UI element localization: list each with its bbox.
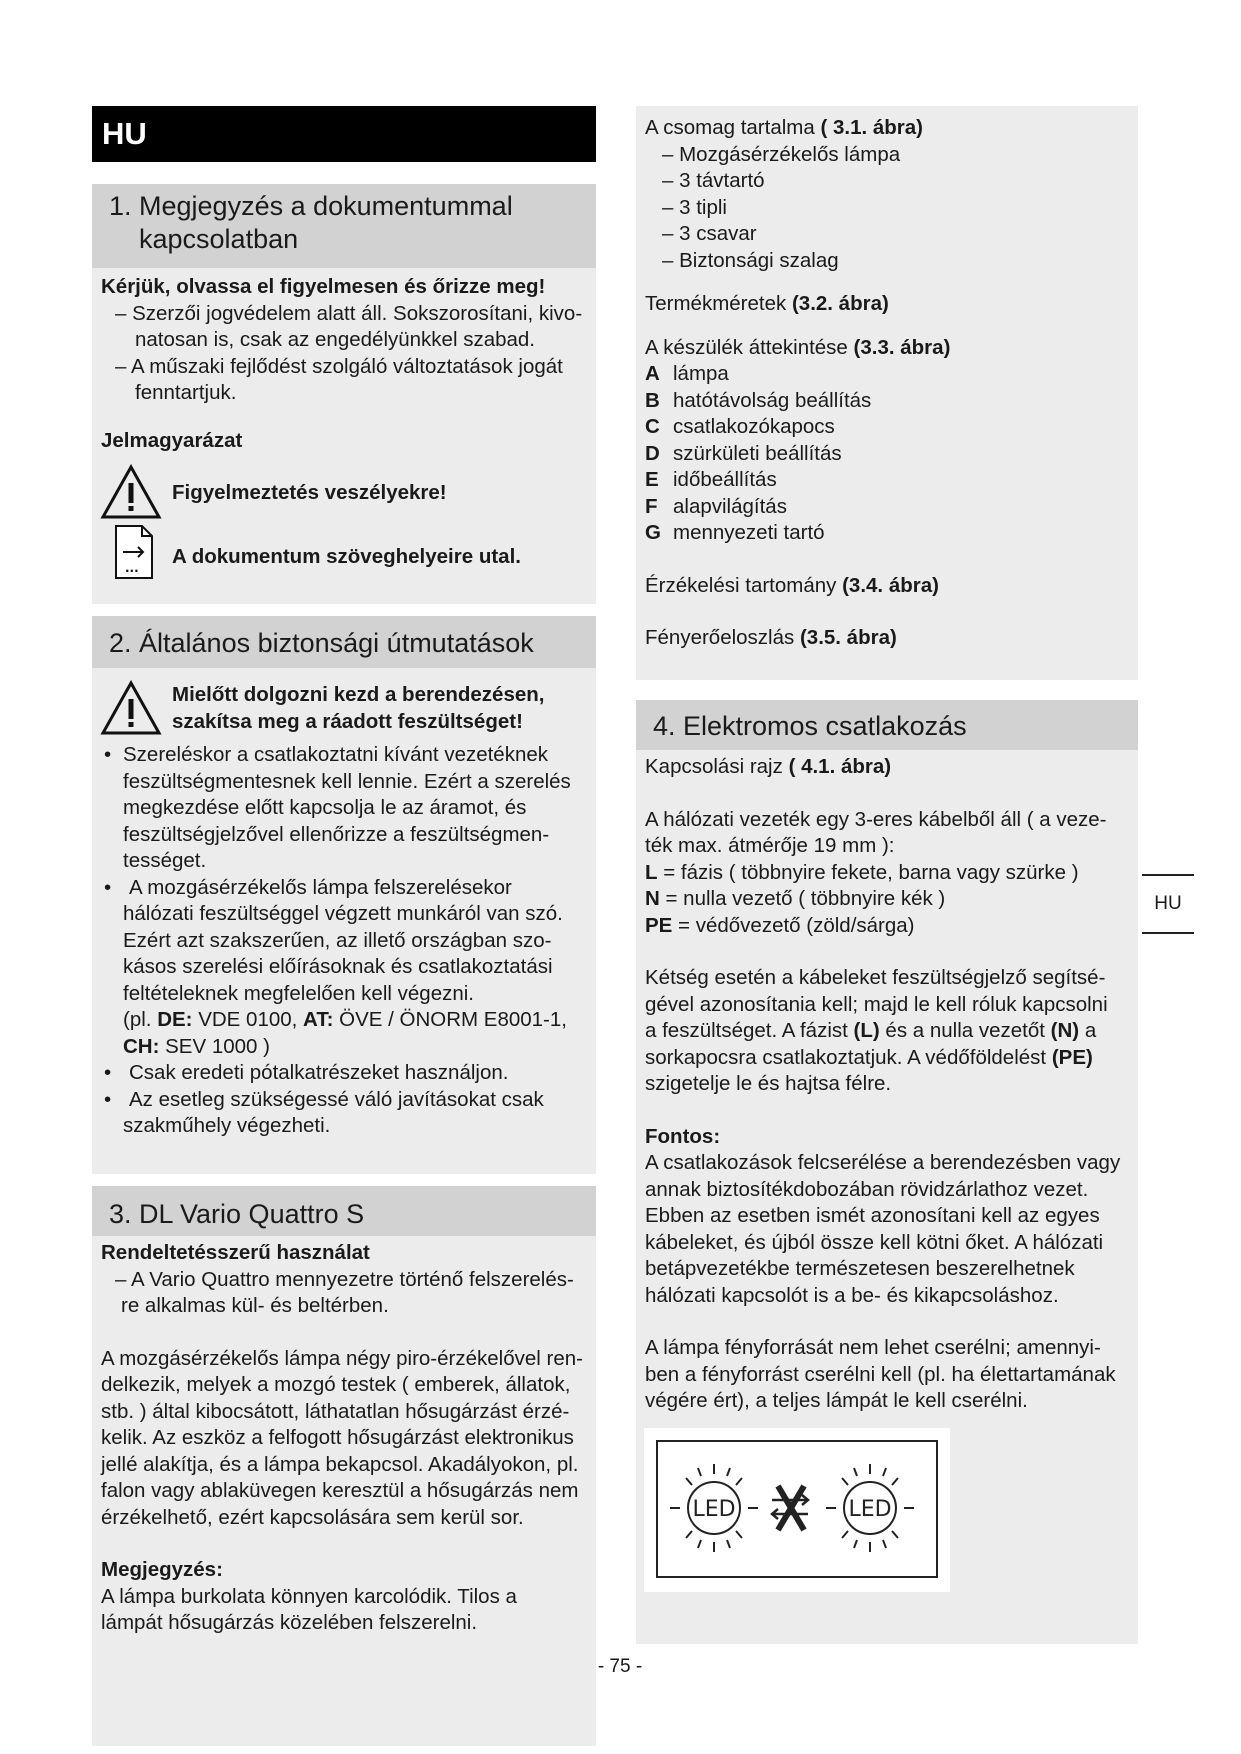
overview-line: A készülék áttekintése (3.3. ábra) xyxy=(645,335,951,359)
warning-triangle-icon xyxy=(100,464,162,525)
warning-triangle-icon xyxy=(100,680,162,741)
section-3 xyxy=(92,1186,596,1746)
safety-list xyxy=(101,742,592,1140)
intended-use-heading: Rendeltetésszerű használat xyxy=(101,1241,370,1264)
standards-line-ch: CH: SEV 1000 ) xyxy=(123,1034,270,1058)
document-reference-icon xyxy=(114,524,154,585)
wiring-line: Kapcsolási rajz ( 4.1. ábra) xyxy=(645,755,892,778)
section-2-title: 2. Általános biztonsági útmutatások xyxy=(92,616,596,668)
standards-line: (pl. DE: VDE 0100, AT: ÖVE / ÖNORM E8001-1, xyxy=(123,1008,567,1031)
read-heading: Kérjük, olvassa el figyelmesen és őrizze meg! xyxy=(101,275,546,298)
important-paragraph: A csatlakozások felcserélése a berendezésben vagy annak biztosítékdobozában rövidzárlathoz vezet. Ebben az esetben ismét azonosítani kell az egyes kábeleket, és újból össze kell kötni őket. A hálózati betápvezetékbe természetesen beszerelhetnek hálózati kapcsolót is a be- és kikapcsoláshoz. xyxy=(645,1151,1121,1307)
legend-reference-text: A dokumentum szöveghelyeire utal. xyxy=(172,545,521,568)
product-description: A mozgásérzékelős lámpa négy piro-érzékelővel ren- delkezik, melyek a mozgó testek ( emberek, állatok, stb. ) által kibocsátott, láthatatlan hősugárzást érzé- kelik. Az eszköz a felfogott hősugárzást elektronikus jellé alakítja, és a lámpa bekapcsol. Akadályokon, pl. falon vagy ablaküvegen keresztül a hősugárzás nem érzékelhető, ezért kapcsolására sem kerül sor. xyxy=(101,1346,583,1529)
cable-description: A hálózati vezeték egy 3-eres kábelből áll ( a veze- ték max. átmérője 19 mm ): L = fázis ( többnyire fekete, barna vagy szürke ) N = nulla vezető ( többnyire kék ) PE = védővezető (zöld/sárga) xyxy=(645,807,1107,937)
copyright-note: – Szerzői jogvédelem alatt áll. Sokszorosítani, kivo- natosan is, csak az engedélyünkkel szabad. – A műszaki fejlődést szolgáló változtatások jogát fenntartjuk. xyxy=(115,301,583,404)
list-item: • Szereléskor a csatlakoztatni kívánt vezetéknek feszültségmentesnek kell lennie. Ezért a szerelés megkezdése előtt kapcsolja le az áramot, és feszültségjelzővel ellenőrizze a feszültségmen- tességet. xyxy=(104,743,571,872)
svg-text:LED: LED xyxy=(692,1497,736,1522)
package-box xyxy=(636,106,1138,680)
important-heading: Fontos: xyxy=(645,1124,721,1148)
section-4-title: 4. Elektromos csatlakozás xyxy=(636,700,1138,750)
range-line: Érzékelési tartomány (3.4. ábra) xyxy=(645,573,939,597)
note-heading: Megjegyzés: xyxy=(101,1558,223,1581)
arrows-cross-icon xyxy=(772,1486,808,1530)
doubt-paragraph: Kétség esetén a kábeleket feszültségjelző segítsé- gével azonosítania kell; majd le kell róluk kapcsolni a feszültséget. A fázist (L) és a nulla vezetőt (N) a sorkapocsra csatlakoztatjuk. A védőföldelést (PE) szigetelje le és hajtsa félre. xyxy=(645,966,1108,1095)
language-header xyxy=(92,106,596,162)
led-figure xyxy=(644,1428,950,1592)
svg-text:LED: LED xyxy=(848,1497,892,1522)
list-item: • Az esetleg szükségessé váló javításokat csak szakműhely végezheti. xyxy=(104,1087,544,1137)
section-4-body xyxy=(645,754,1134,1415)
disconnect-warning: Mielőtt dolgozni kezd a berendezésen, szakítsa meg a ráadott feszültséget! xyxy=(172,683,545,733)
section-1-title: 1. Megjegyzés a dokumentummal kapcsolatban xyxy=(92,184,596,268)
list-item: • A mozgásérzékelős lámpa felszerelésekor hálózati feszültséggel végzett munkáról van szó. Ezért azt szakszerűen, az illető országban szo- kásos szerelési előírásoknak és csatlakoztatási feltételeknek megfelelően kell végezni. (pl. DE: VDE 0100, AT: ÖVE / ÖNORM E8001-1, CH: SEV 1000 ) xyxy=(101,875,592,1061)
section-1 xyxy=(92,184,596,604)
legend-heading: Jelmagyarázat xyxy=(101,429,243,452)
legend-warning-text: Figyelmeztetés veszélyekre! xyxy=(172,481,447,504)
section-1-body xyxy=(101,274,592,407)
dimensions-line: Termékméretek (3.2. ábra) xyxy=(645,292,889,315)
side-tab: HU xyxy=(1142,874,1194,934)
light-distribution-line: Fényerőeloszlás (3.5. ábra) xyxy=(645,626,897,649)
parts-list: A lámpa B hatótávolság beállítás C csatlakozókapocs D szürkületi beállítás E időbeállítás F alapvilágítás G mennyezeti tartó xyxy=(645,362,872,544)
section-2 xyxy=(92,616,596,1174)
section-4 xyxy=(636,700,1138,1644)
language-code: HU xyxy=(102,116,147,151)
lamp-paragraph: A lámpa fényforrását nem lehet cserélni; amennyi- ben a fényforrást cserélni kell (pl. ha élettartamának végére ért), a teljes lámpát le kell cserélni. xyxy=(645,1336,1116,1412)
list-item: • Csak eredeti pótalkatrészeket használjon. xyxy=(104,1061,509,1084)
svg-text:...: ... xyxy=(125,561,139,575)
package-content: A csomag tartalma ( 3.1. ábra) – Mozgásérzékelős lámpa – 3 távtartó – 3 tipli – 3 csavar – Biztonsági szalag Termékméretek (3.2. ábra) A készülék áttekintése (3.3. ábra) A lámpa B hatótávolság beállítás C csatlakozókapocs D szürkületi beállítás E időbeállítás F alapvilágítás G mennyezeti tartó Érzékelési tartomány (3.4. ábra) Fényerőeloszlás (3.5. ábra) xyxy=(645,115,1134,652)
section-3-body: Rendeltetésszerű használat – A Vario Quattro mennyezetre történő felszerelés- re alkalmas kül- és beltérben. A mozgásérzékelős lámpa négy piro-érzékelővel ren- delkezik, melyek a mozgó testek ( emberek, állatok, stb. ) által kibocsátott, láthatatlan hősugárzást érzé- kelik. Az eszköz a felfogott hősugárzást elektronikus jellé alakítja, és a lámpa bekapcsol. Akadályokon, pl. falon vagy ablaküvegen keresztül a hősugárzás nem érzékelhető, ezért kapcsolására sem kerül sor. Megjegyzés: A lámpa burkolata könnyen karcolódik. Tilos a lámpát hősugárzás közelében felszerelni. xyxy=(101,1240,592,1637)
section-3-title: 3. DL Vario Quattro S xyxy=(92,1186,596,1236)
page-number: - 75 - xyxy=(597,1656,643,1677)
